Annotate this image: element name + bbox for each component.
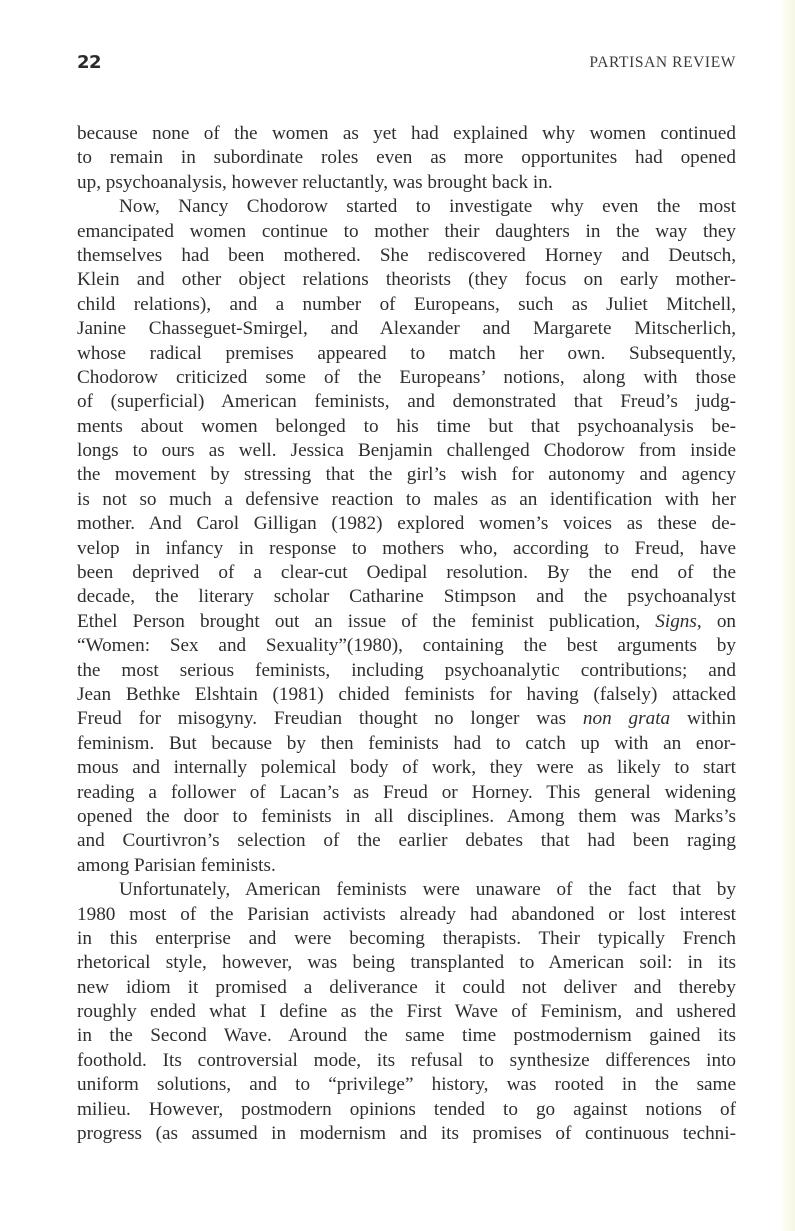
text-line: the movement by stressing that the girl’s wish for autonomy and agency bbox=[77, 464, 736, 486]
text-segment: , on bbox=[696, 610, 737, 632]
journal-title: PARTISAN REVIEW bbox=[589, 54, 736, 71]
article-body bbox=[77, 122, 736, 1146]
text-line: mother. And Carol Gilligan (1982) explored women’s voices as these de- bbox=[77, 513, 736, 535]
text-line: the most serious feminists, including psychoanalytic contributions; and bbox=[77, 659, 736, 681]
text-line: milieu. However, postmodern opinions tended to go against notions of bbox=[77, 1098, 736, 1120]
text-line: in this enterprise and were becoming therapists. Their typically French bbox=[77, 927, 736, 949]
italic-title-signs: Signs bbox=[655, 610, 697, 632]
text-line: velop in infancy in response to mothers who, according to Freud, have bbox=[77, 537, 736, 559]
text-line: opened the door to feminists in all disciplines. Among them was Marks’s bbox=[77, 805, 736, 827]
text-line: whose radical premises appeared to match her own. Subsequently, bbox=[77, 342, 736, 364]
text-line: “Women: Sex and Sexuality”(1980), containing the best arguments by bbox=[77, 635, 736, 657]
text-line: feminism. But because by then feminists had to catch up with an enor- bbox=[77, 732, 736, 754]
text-line: in the Second Wave. Around the same time postmodernism gained its bbox=[77, 1025, 736, 1047]
text-line: rhetorical style, however, was being transplanted to American soil: in its bbox=[77, 952, 736, 974]
page-number: 22 bbox=[77, 52, 102, 73]
text-line: 1980 most of the Parisian activists already had abandoned or lost interest bbox=[77, 903, 736, 925]
text-line: Janine Chasseguet-Smirgel, and Alexander and Margarete Mitscherlich, bbox=[77, 318, 736, 340]
text-line: progress (as assumed in modernism and its promises of continuous techni- bbox=[77, 1123, 736, 1145]
text-line: been deprived of a clear-cut Oedipal resolution. By the end of the bbox=[77, 562, 736, 584]
text-line: foothold. Its controversial mode, its refusal to synthesize differences into bbox=[77, 1049, 736, 1071]
text-line: among Parisian feminists. bbox=[77, 854, 276, 876]
text-line: themselves had been mothered. She rediscovered Horney and Deutsch, bbox=[77, 244, 736, 266]
text-line-with-italic bbox=[77, 707, 736, 731]
paragraph bbox=[77, 122, 736, 195]
text-line: longs to ours as well. Jessica Benjamin challenged Chodorow from inside bbox=[77, 440, 736, 462]
text-line: mous and internally polemical body of work, they were as likely to start bbox=[77, 757, 736, 779]
text-line: roughly ended what I define as the First Wave of Feminism, and ushered bbox=[77, 1001, 736, 1023]
text-segment: Freud for misogyny. Freudian thought no longer was bbox=[77, 708, 583, 730]
text-line: ments about women belonged to his time but that psychoanalysis be- bbox=[77, 415, 736, 437]
text-line: Now, Nancy Chodorow started to investigate why even the most bbox=[119, 196, 736, 218]
paragraph bbox=[77, 195, 736, 878]
text-segment: Ethel Person brought out an issue of the feminist publication, bbox=[77, 610, 656, 632]
text-line: decade, the literary scholar Catharine Stimpson and the psychoanalyst bbox=[77, 586, 736, 608]
text-line: uniform solutions, and to “privilege” history, was rooted in the same bbox=[77, 1074, 736, 1096]
text-line: to remain in subordinate roles even as more opportunites had opened bbox=[77, 147, 736, 169]
text-line-with-italic bbox=[77, 610, 736, 634]
text-line: new idiom it promised a deliverance it could not deliver and thereby bbox=[77, 976, 736, 998]
text-segment: within bbox=[670, 708, 736, 730]
text-line: Chodorow criticized some of the Europeans’ notions, along with those bbox=[77, 366, 736, 388]
text-line: emancipated women continue to mother their daughters in the way they bbox=[77, 220, 736, 242]
italic-phrase-non-grata: non grata bbox=[582, 708, 671, 730]
text-line: and Courtivron’s selection of the earlier debates that had been raging bbox=[77, 830, 736, 852]
text-line: because none of the women as yet had explained why women continued bbox=[77, 123, 736, 144]
text-line: up, psychoanalysis, however reluctantly, was brought back in. bbox=[77, 171, 553, 193]
text-line: Unfortunately, American feminists were unaware of the fact that by bbox=[119, 879, 736, 901]
text-line: Jean Bethke Elshtain (1981) chided feminists for having (falsely) attacked bbox=[77, 683, 736, 705]
running-head bbox=[77, 52, 736, 82]
text-line: reading a follower of Lacan’s as Freud or Horney. This general widening bbox=[77, 781, 736, 803]
text-line: child relations), and a number of Europeans, such as Juliet Mitchell, bbox=[77, 293, 736, 315]
text-line: Klein and other object relations theorists (they focus on early mother- bbox=[77, 269, 736, 291]
text-line: of (superficial) American feminists, and demonstrated that Freud’s judg- bbox=[77, 391, 736, 413]
paragraph bbox=[77, 878, 736, 1146]
text-line: is not so much a defensive reaction to males as an identification with her bbox=[77, 488, 736, 510]
